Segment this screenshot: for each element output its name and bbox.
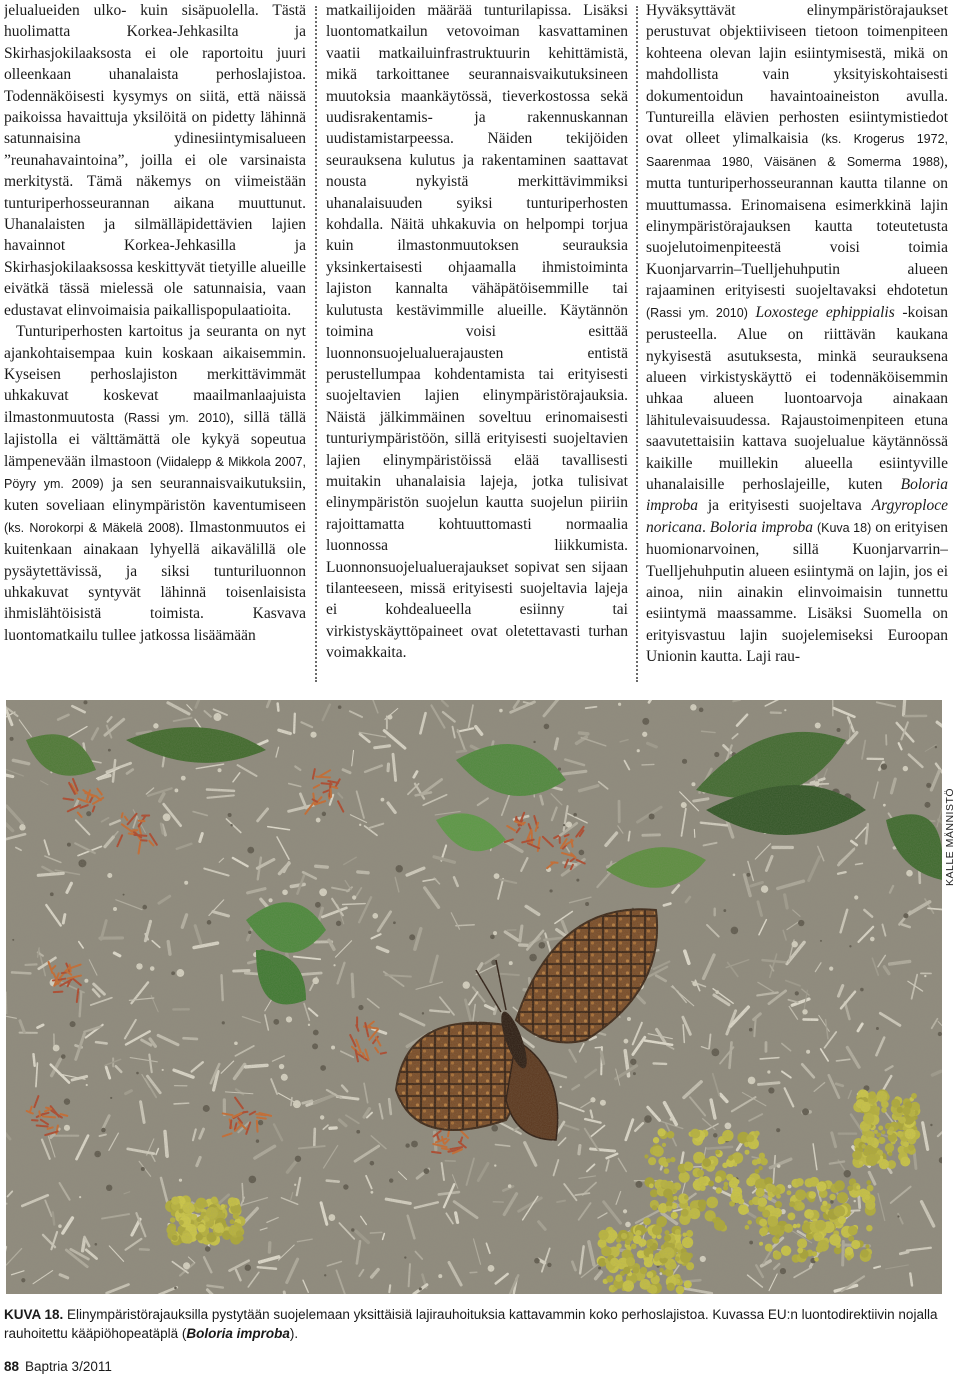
text-run: . [701,518,710,536]
text-run: , mutta tunturiperhosseurannan kautta tilanne on muuttumassa. Erinomaisena esimerkkinä lajin elinympäristörajauksen kautta toteutetusta suojelutoimenpiteestä voisi toimia Kuonjarvarrin–Tuelljehuhputin alueen rajaaminen erityisesti suojeltavaksi ehdotetun [646,152,948,300]
citation: (ks. Krogerus 1972, Saarenmaa 1980, Väisänen & Somerma 1988) [646,132,948,169]
paragraph [4,321,306,646]
species-name: Boloria improba [709,518,814,536]
page-footer [4,1359,112,1374]
photo-credit: KALLE MÄNNISTÖ [944,787,956,886]
text-run: . Ilmastonmuutos ei kuitenkaan ainakaan lyhyellä aikavälillä ole pysäytettävissä, ja siksi tunturiluonnon uhkakuvat syntyvät lähinnä toisenlaisista ihmislähtöisistä toimista. Kasvava luontomatkailu tullee jatkossa lisäämään [4,518,306,644]
text-run: -koisan perusteella. Alue on riittävän kaukana nykyisestä asutuksesta, minkä seurauksena alueen virkistyskäyttö ei todennäköisemmin uhkaa alueen luontoarvoja ainakaan lähitulevaisuudessa. Rajaustoimenpiteen etuna saavutettaisiin kattava suojelualue käytännössä kaikille muillekin alueella esiintyville uhanalaisille perhoslajeille, kuten [646,303,948,493]
citation: (Kuva 18) [816,520,872,535]
text-run: on erityisen huomionarvoinen, sillä Kuonjarvarrin–Tuelljehuhputin alueen esiintymä on lajin, jos ei ainoa, niin ainakin elinvoimaisin tunnettu esiintymä maassamme. Lisäksi Suomella on erityisvastuu lajin suojelemiseksi Euroopan Unionin kautta. Laji rau- [646,518,948,666]
citation: (Viidalepp & Mikkola 2007, Pöyry ym. 2009) [4,454,306,491]
species-name: Loxostege ephippialis [755,303,895,321]
text-run: , sillä tällä lajistolla ei välttämättä ole kykyä sopeutua lämpenevään ilmastoon [4,408,306,470]
page-number: 88 [4,1359,20,1374]
text-column-3 [646,0,948,686]
column-divider [315,6,317,682]
paragraph [326,0,628,664]
journal-issue: Baptria 3/2011 [25,1359,112,1374]
text-column-1 [4,0,306,686]
citation: (ks. Norokorpi & Mäkelä 2008) [4,520,180,535]
caption-label: KUVA 18. [4,1307,64,1322]
paragraph [646,0,948,668]
paragraph [4,0,306,321]
text-run: matkailijoiden määrää tunturilapissa. Lisäksi luontomatkailun vetovoiman kasvattaminen vaatii matkailuinfrastruktuurin kehittämistä, mikä tarkoittanee seurannaisvaikutuksineen muutoksia maankäytössä, tieverkostossa sekä uudisrakentamis- ja rakennuskannan uudistamistarpeessa. Näiden tekijöiden seurauksena kulutus ja rakentaminen saattavat nousta nykyistä merkittävimmiksi uhanalaisuuden syiksi tunturiperhosten kohdalla. Näitä uhkakuvia on helpompi torjua kuin ilmastonmuutoksen seurauksia yksinkertaisesti ohjaamalla ihmistoiminta lajiston kannalta vähäpätöisemmille tai kulutusta kestävimmille alueille. Käytännön toimina voisi esittää luonnonsuojelualuerajausten entistä perustellumpaa kohdentamista tai erityisesti suojeltavien lajien elinympäristörajauksia. Näistä jälkimmäinen soveltuu erinomaisesti tunturiympäristöön, sillä erityisesti suojeltavien lajien elinympäristöissä elää tavallisesti muitakin uhanalaisia lajeja, jotka tulisivat elinympäristön suojelun kautta suojelun piiriin rajoittamatta kohtuuttomasti normaalia luonnossa liikkumista. Luonnonsuojelualuerajaukset sopivat sen sijaan tilanteeseen, missä erityisesti suojeltavia lajeja ei kohdealueella esiinny tai virkistyskäyttöpaineet ovat oletettavasti turhan voimakkaita. [326,2,628,662]
species-name: Boloria improba [646,475,948,515]
species-name: Argyroploce noricana [646,497,948,536]
text-column-2 [326,0,628,686]
caption-species: Boloria improba [186,1326,290,1341]
text-run: ja erityisesti suojeltava [697,497,872,515]
text-run: Hyväksyttävät elinympäristörajaukset perustuvat objektiiviseen tietoon toimenpiteen kohteena olevan lajin esiintymisestä, mikä on mahdollista vain yksityiskohtaisesti dokumentoidun havaintoaineiston avulla. Tuntureilla elävien perhosten esiintymistiedot ovat olleet ylimalkaisia [646,2,948,148]
figure-caption [4,1305,948,1343]
photo-figure [6,700,942,1294]
text-run: Tunturiperhosten kartoitus ja seuranta on nyt ajankohtaisempaa kuin koskaan aikaisemmin. Kyseisen perhoslajiston merkittävimmät uhkakuvat koskevat maailmanlaajuista ilmastonmuutosta [4,323,306,426]
column-divider [636,6,638,682]
photo-grain [6,700,942,1294]
citation: (Rassi ym. 2010) [123,410,231,425]
text-run: ja sen seurannaisvaikutuksiin, kuten soveliaan elinympäristön kaventumiseen [4,474,306,515]
text-run: jelualueiden ulko- kuin sisäpuolella. Tästä huolimatta Korkea-Jehkasilta ja Skirhasjokilaaksosta ei ole raportoitu juuri olleenkaan uhanalaista perhoslajistoa. Todennäköisesti kysymys on siitä, että näissä paikoissa havaittuja yksilöitä on pidetty lähinnä satunnaisina ydinesiintymisalueen ”reunahavaintoina”, joilla ei ole varsinaista merkitystä. Tämä näkemys on viimeistään tunturiperhosseurannan aikana muuttunut. Uhanalaisten ja silmälläpidettävien lajien havainnot Korkea-Jehkasilla ja Skirhasjokilaaksossa keskittyvät tietyille alueille eivätkä tässä mielessä ole satunnaisia, vaan edustavat elinvoimaisia paikallispopulaatioita. [4,2,306,319]
caption-text: Elinympäristörajauksilla pystytään suojelemaan yksittäisiä lajirauhoituksia kattavammin koko perhoslajistoa. Kuvassa EU:n luontodirektiivin nojalla rauhoitettu kääpiöhopeatäplä ( [4,1307,938,1341]
caption-text-end: ). [289,1326,299,1341]
citation: (Rassi ym. 2010) [646,305,748,320]
butterfly-photo [6,700,942,1294]
